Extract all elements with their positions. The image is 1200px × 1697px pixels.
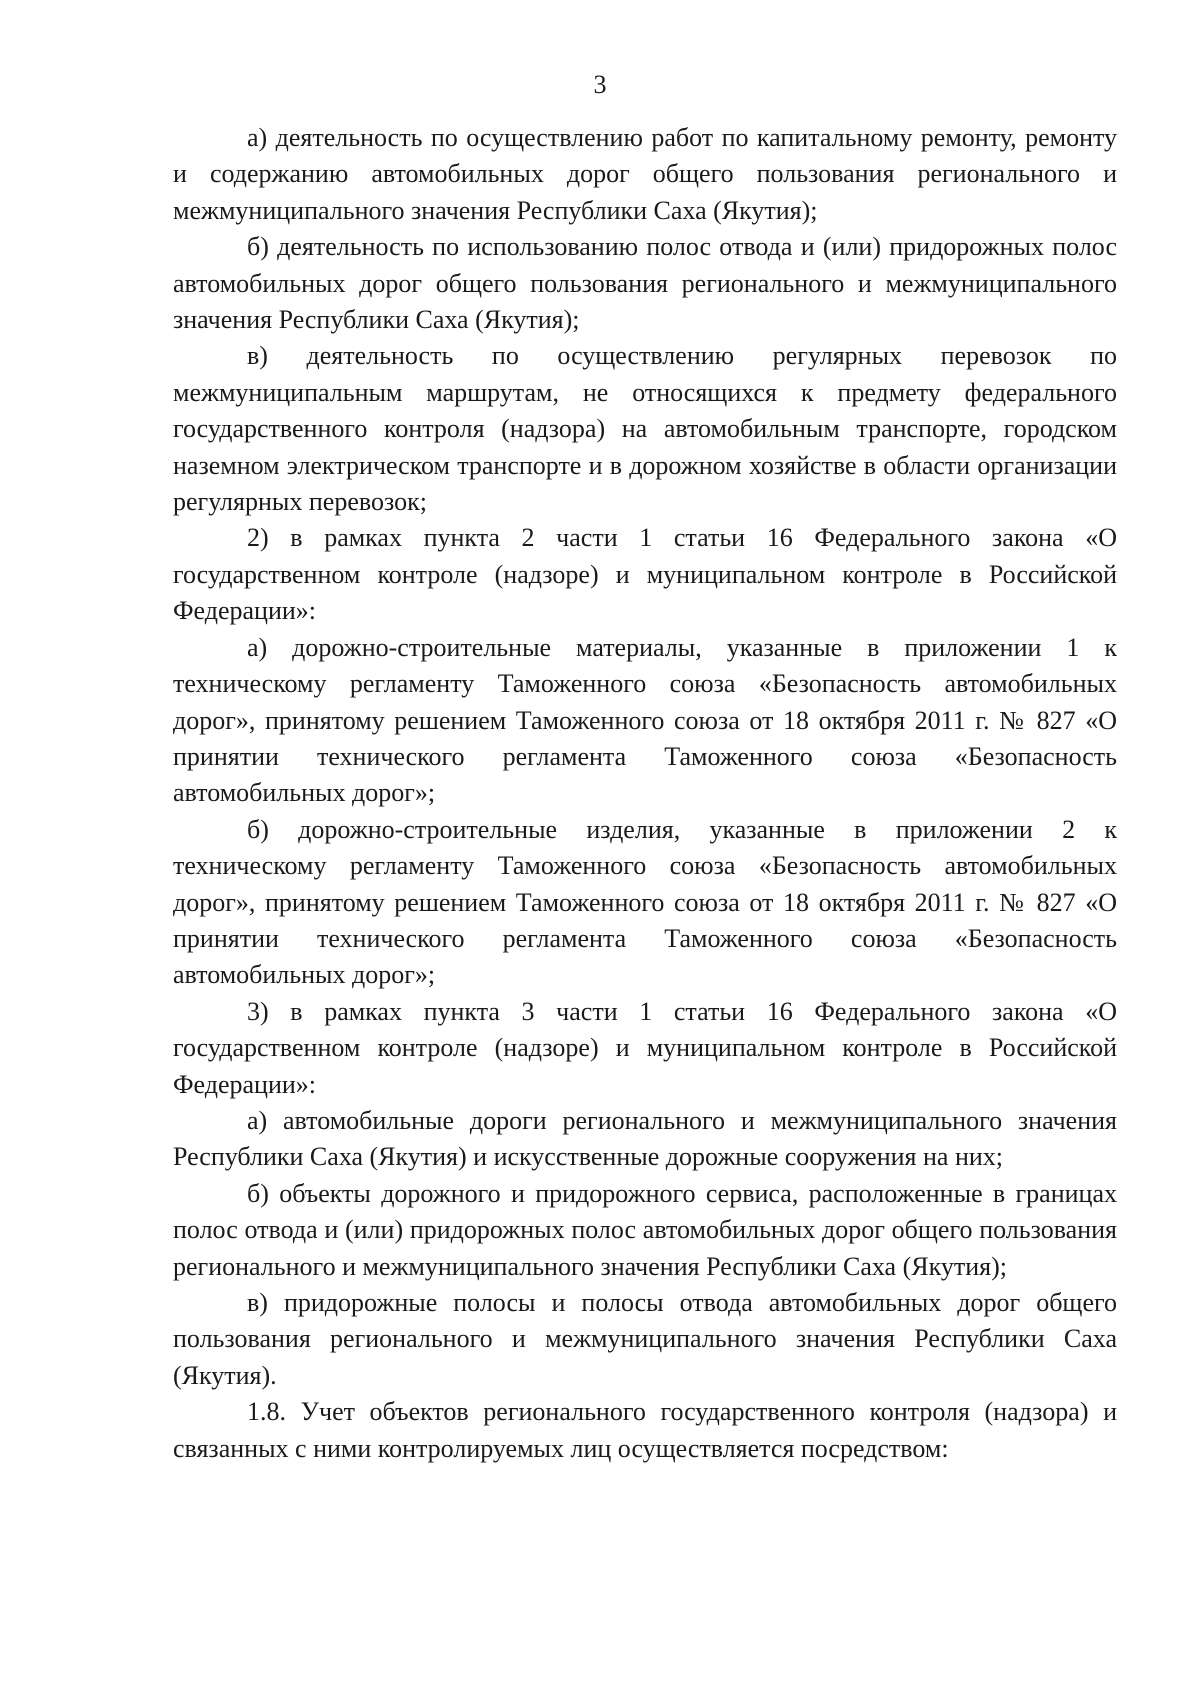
paragraph-1a-road-repair: а) деятельность по осуществлению работ по капитальному ремонту, ремонту и содержанию автомобильных дорог общего пользования регионального и межмуниципального значения Республики Саха (Якутия); (173, 123, 1117, 225)
document-body (173, 120, 1117, 1467)
paragraph-2-clause-intro: 2) в рамках пункта 2 части 1 статьи 16 Федерального закона «О государственном контроле (надзоре) и муниципальном контроле в Российской Федерации»: (173, 523, 1117, 626)
paragraph-2b-construction-products: б) дорожно-строительные изделия, указанные в приложении 2 к техническому регламенту Таможенного союза «Безопасность автомобильных дорог», принятому решением Таможенного союза от 18 октября 2011 г. № 827 «О принятии технического регламента Таможенного союза «Безопасность автомобильных дорог»; (173, 814, 1117, 990)
paragraph-3-clause-intro: 3) в рамках пункта 3 части 1 статьи 16 Федерального закона «О государственном контроле (надзоре) и муниципальном контроле в Российской Федерации»: (173, 996, 1117, 1099)
paragraph-1c-regular-transport: в) деятельность по осуществлению регулярных перевозок по межмуниципальным маршрутам, не относящихся к предмету федерального государственного контроля (надзора) на автомобильным транспорте, городском наземном электрическом транспорте и в дорожном хозяйстве в области организации регулярных перевозок; (173, 341, 1117, 517)
paragraph-3a-roads-and-structures: а) автомобильные дороги регионального и межмуниципального значения Республики Саха (Якутия) и искусственные дорожные сооружения на них; (173, 1105, 1117, 1172)
paragraph-1-8-accounting: 1.8. Учет объектов регионального государственного контроля (надзора) и связанных с ними контролируемых лиц осуществляется посредством: (173, 1397, 1117, 1463)
page-number: 3 (593, 70, 607, 99)
paragraph-1b-right-of-way-use: б) деятельность по использованию полос отвода и (или) придорожных полос автомобильных дорог общего пользования регионального и межмуниципального значения Республики Саха (Якутия); (173, 232, 1117, 335)
paragraph-3b-service-objects: б) объекты дорожного и придорожного сервиса, расположенные в границах полос отвода и (или) придорожных полос автомобильных дорог общего пользования регионального и межмуниципального значения Республики Саха (Якутия); (173, 1178, 1117, 1281)
paragraph-2a-construction-materials: а) дорожно-строительные материалы, указанные в приложении 1 к техническому регламенту Таможенного союза «Безопасность автомобильных дорог», принятому решением Таможенного союза от 18 октября 2011 г. № 827 «О принятии технического регламента Таможенного союза «Безопасность автомобильных дорог»; (173, 632, 1117, 808)
paragraph-3c-roadside-strips: в) придорожные полосы и полосы отвода автомобильных дорог общего пользования регионального и межмуниципального значения Республики Саха (Якутия). (173, 1288, 1117, 1390)
